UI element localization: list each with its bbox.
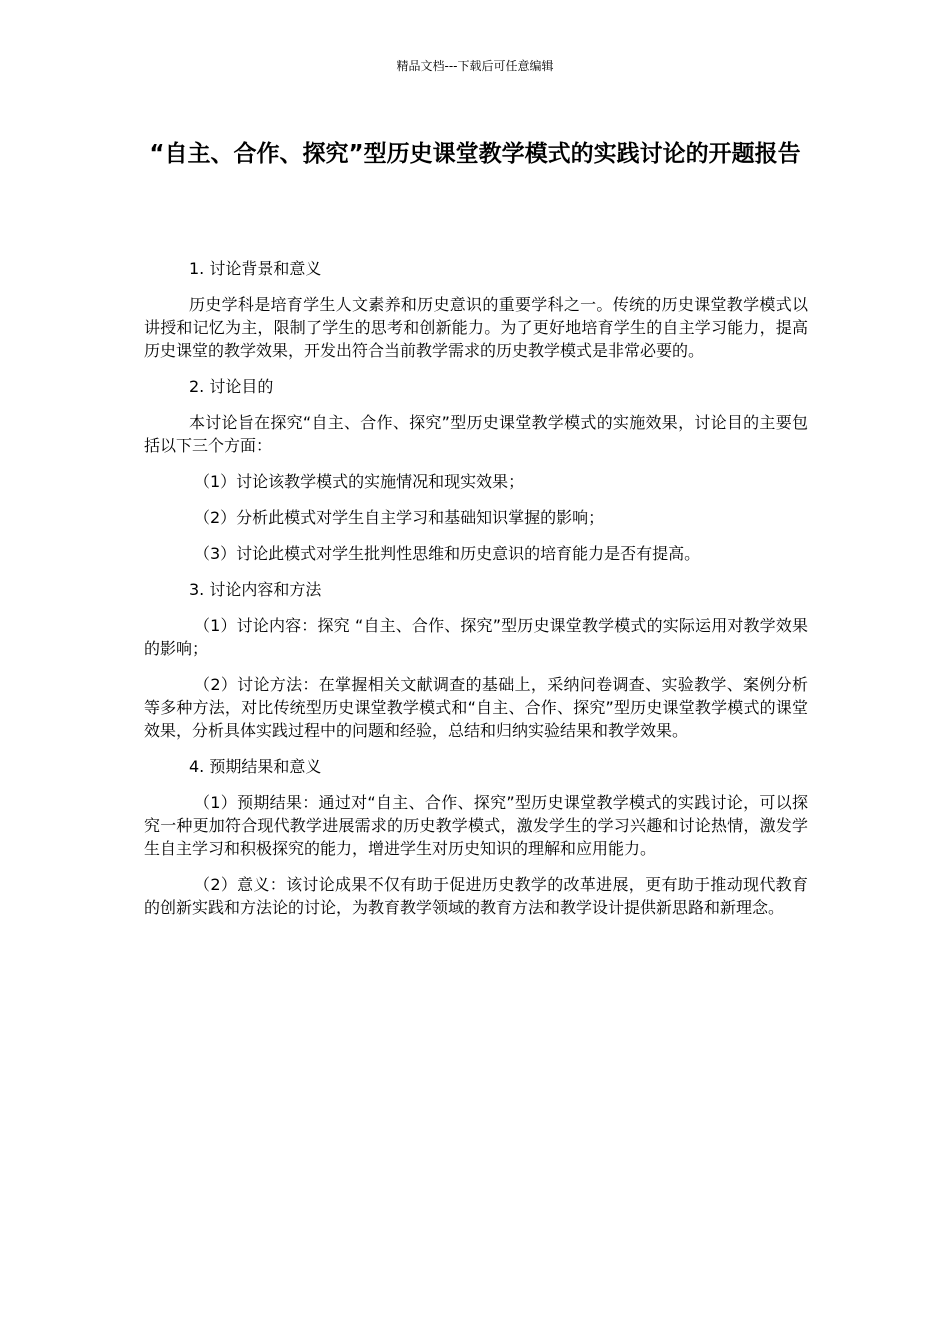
list-item: （2）意义：该讨论成果不仅有助于促进历史教学的改革进展，更有助于推动现代教育的创新实践和方法论的讨论，为教育教学领域的教育方法和教学设计提供新思路和新理念。 [144,875,808,917]
section-heading: 1. 讨论背景和意义 [189,259,322,278]
section-heading: 2. 讨论目的 [189,377,274,396]
list-item: （1）讨论内容：探究 “自主、合作、探究”型历史课堂教学模式的实际运用对教学效果的影响； [144,616,808,658]
page-header: 精品文档---下载后可任意编辑 [396,59,554,73]
section-expected-results [144,755,808,919]
section-heading: 4. 预期结果和意义 [189,757,322,776]
list-item: （1）预期结果：通过对“自主、合作、探究”型历史课堂教学模式的实践讨论，可以探究一种更加符合现代教学进展需求的历史教学模式，激发学生的学习兴趣和讨论热情，激发学生自主学习和积极探究的能力，增进学生对历史知识的理解和应用能力。 [144,793,808,858]
document-title: “自主、合作、探究”型历史课堂教学模式的实践讨论的开题报告 [149,141,801,167]
section-heading: 3. 讨论内容和方法 [189,580,322,599]
section-paragraph: 历史学科是培育学生人文素养和历史意识的重要学科之一。传统的历史课堂教学模式以讲授和记忆为主，限制了学生的思考和创新能力。为了更好地培育学生的自主学习能力，提高历史课堂的教学效果，开发出符合当前教学需求的历史教学模式是非常必要的。 [144,295,808,360]
list-item: （2）讨论方法：在掌握相关文献调查的基础上，采纳问卷调查、实验教学、案例分析等多种方法，对比传统型历史课堂教学模式和“自主、合作、探究”型历史课堂教学模式的课堂效果，分析具体实践过程中的问题和经验，总结和归纳实验结果和教学效果。 [144,675,808,740]
list-item: （1）讨论该教学模式的实施情况和现实效果； [194,472,525,491]
section-background [144,257,808,362]
list-item: （2）分析此模式对学生自主学习和基础知识掌握的影响； [194,508,605,527]
list-item: （3）讨论此模式对学生批判性思维和历史意识的培育能力是否有提高。 [194,544,701,563]
document-body [144,257,808,932]
section-content-method [144,578,808,742]
section-paragraph: 本讨论旨在探究“自主、合作、探究”型历史课堂教学模式的实施效果，讨论目的主要包括以下三个方面： [144,413,808,455]
section-purpose [144,375,808,565]
